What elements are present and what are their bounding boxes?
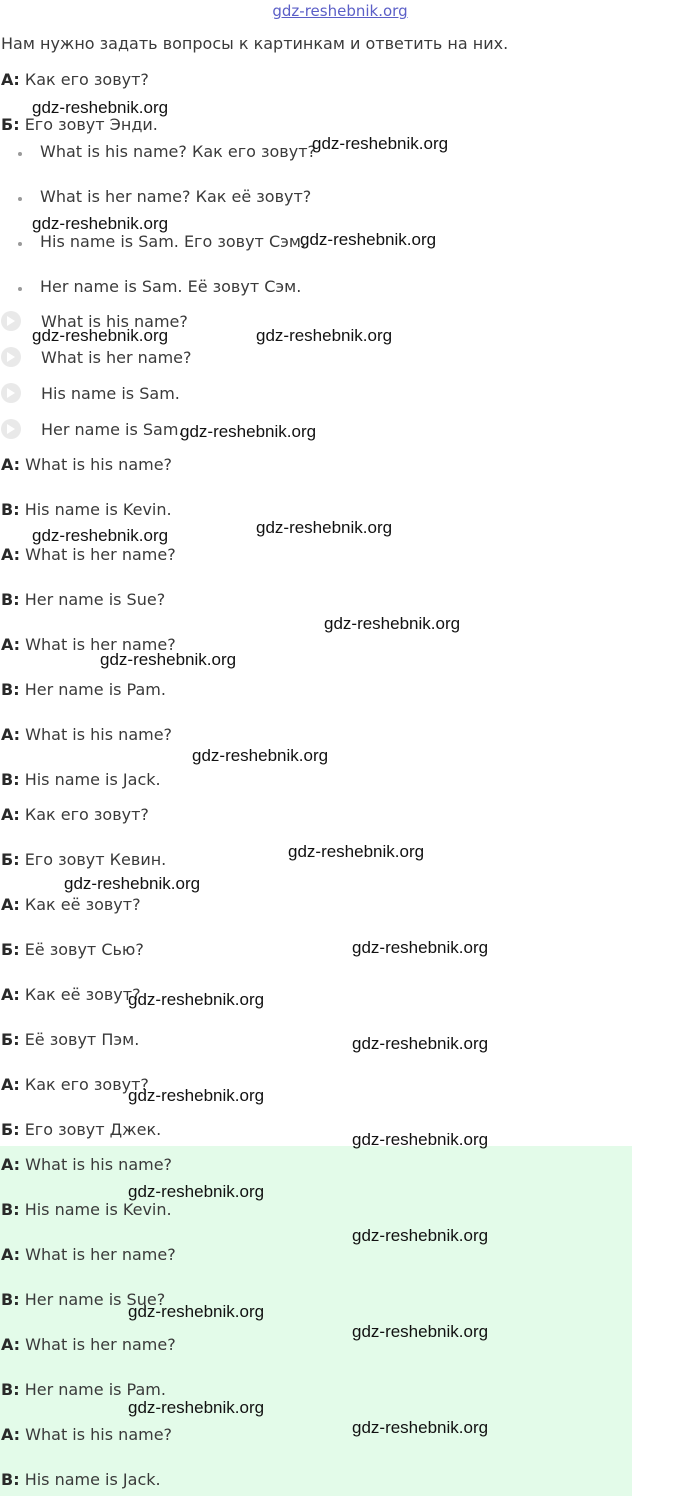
line-text: His name is Kevin.	[24, 1200, 172, 1219]
line-text: Her name is Sue?	[24, 590, 166, 609]
dialog-line	[1, 590, 165, 609]
speaker-label: B:	[1, 1290, 20, 1309]
speaker-label: B:	[1, 770, 20, 789]
dialog-line	[1, 680, 166, 699]
speaker-label: Б:	[1, 1030, 20, 1049]
intro-text: Нам нужно задать вопросы к картинкам и ответить на них.	[1, 34, 509, 53]
watermark: gdz-reshebnik.org	[256, 518, 393, 537]
dialog-line	[1, 455, 172, 474]
audio-item: Her name is Sam.	[41, 420, 184, 439]
answer-line	[1, 1425, 172, 1444]
speaker-label: A:	[1, 725, 21, 744]
answer-line	[1, 1245, 176, 1264]
line-text: What is his name?	[25, 1155, 173, 1174]
watermark: gdz-reshebnik.org	[64, 874, 201, 893]
line-text: Его зовут Энди.	[24, 115, 158, 134]
speaker-label: А:	[1, 985, 20, 1004]
bullet-item: What is her name? Как её зовут?	[40, 187, 312, 206]
watermark: gdz-reshebnik.org	[352, 938, 489, 957]
watermark: gdz-reshebnik.org	[32, 214, 169, 233]
dialog-line	[1, 500, 172, 519]
watermark: gdz-reshebnik.org	[128, 1302, 265, 1321]
speaker-label: А:	[1, 70, 20, 89]
speaker-label: A:	[1, 1155, 21, 1174]
speaker-label: А:	[1, 1075, 20, 1094]
watermark: gdz-reshebnik.org	[32, 526, 169, 545]
line-text: Her name is Pam.	[24, 680, 166, 699]
answer-line	[1, 1155, 172, 1174]
answer-line	[1, 1380, 166, 1399]
watermark: gdz-reshebnik.org	[256, 326, 393, 345]
dialog-line	[1, 850, 166, 869]
speaker-label: Б:	[1, 115, 20, 134]
dialog-line	[1, 985, 141, 1004]
example-line	[1, 70, 149, 89]
watermark: gdz-reshebnik.org	[128, 1086, 265, 1105]
bullet-icon	[18, 242, 22, 246]
line-text: His name is Jack.	[24, 1470, 161, 1489]
speaker-label: А:	[1, 805, 20, 824]
site-header-link[interactable]: gdz-reshebnik.org	[272, 2, 408, 20]
dialog-line	[1, 805, 149, 824]
speaker-label: Б:	[1, 1120, 20, 1139]
speaker-label: A:	[1, 635, 21, 654]
line-text: Как его зовут?	[24, 805, 149, 824]
speaker-label: A:	[1, 1335, 21, 1354]
watermark: gdz-reshebnik.org	[352, 1226, 489, 1245]
watermark: gdz-reshebnik.org	[32, 326, 169, 345]
speaker-label: A:	[1, 545, 21, 564]
watermark: gdz-reshebnik.org	[300, 230, 437, 249]
speaker-label: B:	[1, 1470, 20, 1489]
watermark: gdz-reshebnik.org	[128, 1398, 265, 1417]
watermark: gdz-reshebnik.org	[352, 1322, 489, 1341]
bullet-icon	[18, 197, 22, 201]
watermark: gdz-reshebnik.org	[100, 650, 237, 669]
watermark: gdz-reshebnik.org	[180, 422, 317, 441]
dialog-line	[1, 770, 161, 789]
line-text: What is his name?	[25, 1425, 173, 1444]
watermark: gdz-reshebnik.org	[352, 1034, 489, 1053]
line-text: Как её зовут?	[24, 985, 141, 1004]
line-text: Her name is Sue?	[24, 1290, 166, 1309]
watermark: gdz-reshebnik.org	[324, 614, 461, 633]
play-audio-icon[interactable]	[1, 383, 21, 403]
audio-item: What is her name?	[41, 348, 192, 367]
bullet-item: His name is Sam. Его зовут Сэм.	[40, 232, 307, 251]
line-text: What is his name?	[25, 725, 173, 744]
speaker-label: B:	[1, 1200, 20, 1219]
bullet-icon	[18, 287, 22, 291]
watermark: gdz-reshebnik.org	[352, 1130, 489, 1149]
answer-line	[1, 1200, 172, 1219]
speaker-label: Б:	[1, 850, 20, 869]
dialog-line	[1, 1120, 161, 1139]
line-text: What is his name?	[25, 455, 173, 474]
dialog-line	[1, 545, 176, 564]
line-text: What is her name?	[25, 1335, 176, 1354]
play-audio-icon[interactable]	[1, 347, 21, 367]
speaker-label: A:	[1, 1425, 21, 1444]
dialog-line	[1, 725, 172, 744]
speaker-label: Б:	[1, 940, 20, 959]
play-audio-icon[interactable]	[1, 419, 21, 439]
line-text: What is her name?	[25, 545, 176, 564]
audio-item: His name is Sam.	[41, 384, 180, 403]
speaker-label: A:	[1, 1245, 21, 1264]
speaker-label: B:	[1, 590, 20, 609]
speaker-label: B:	[1, 500, 20, 519]
line-text: Her name is Pam.	[24, 1380, 166, 1399]
speaker-label: A:	[1, 455, 21, 474]
watermark: gdz-reshebnik.org	[128, 1182, 265, 1201]
audio-item: What is his name?	[41, 312, 188, 331]
line-text: Её зовут Пэм.	[24, 1030, 140, 1049]
watermark: gdz-reshebnik.org	[192, 746, 329, 765]
dialog-line	[1, 1030, 139, 1049]
answer-line	[1, 1335, 176, 1354]
line-text: His name is Kevin.	[24, 500, 172, 519]
watermark: gdz-reshebnik.org	[352, 1418, 489, 1437]
speaker-label: B:	[1, 680, 20, 699]
watermark: gdz-reshebnik.org	[288, 842, 425, 861]
line-text: Как её зовут?	[24, 895, 141, 914]
dialog-line	[1, 895, 141, 914]
bullet-item: Her name is Sam. Её зовут Сэм.	[40, 277, 302, 296]
line-text: His name is Jack.	[24, 770, 161, 789]
dialog-line	[1, 940, 144, 959]
line-text: What is her name?	[25, 1245, 176, 1264]
dialog-line	[1, 1075, 149, 1094]
bullet-item: What is his name? Как его зовут?	[40, 142, 316, 161]
line-text: Как его зовут?	[24, 70, 149, 89]
play-audio-icon[interactable]	[1, 311, 21, 331]
answer-line	[1, 1470, 161, 1489]
speaker-label: B:	[1, 1380, 20, 1399]
watermark: gdz-reshebnik.org	[312, 134, 449, 153]
line-text: Её зовут Сью?	[24, 940, 144, 959]
bullet-icon	[18, 152, 22, 156]
speaker-label: А:	[1, 895, 20, 914]
line-text: What is her name?	[25, 635, 176, 654]
line-text: Как его зовут?	[24, 1075, 149, 1094]
line-text: Его зовут Кевин.	[24, 850, 167, 869]
watermark: gdz-reshebnik.org	[32, 98, 169, 117]
watermark: gdz-reshebnik.org	[128, 990, 265, 1009]
line-text: Его зовут Джек.	[24, 1120, 162, 1139]
